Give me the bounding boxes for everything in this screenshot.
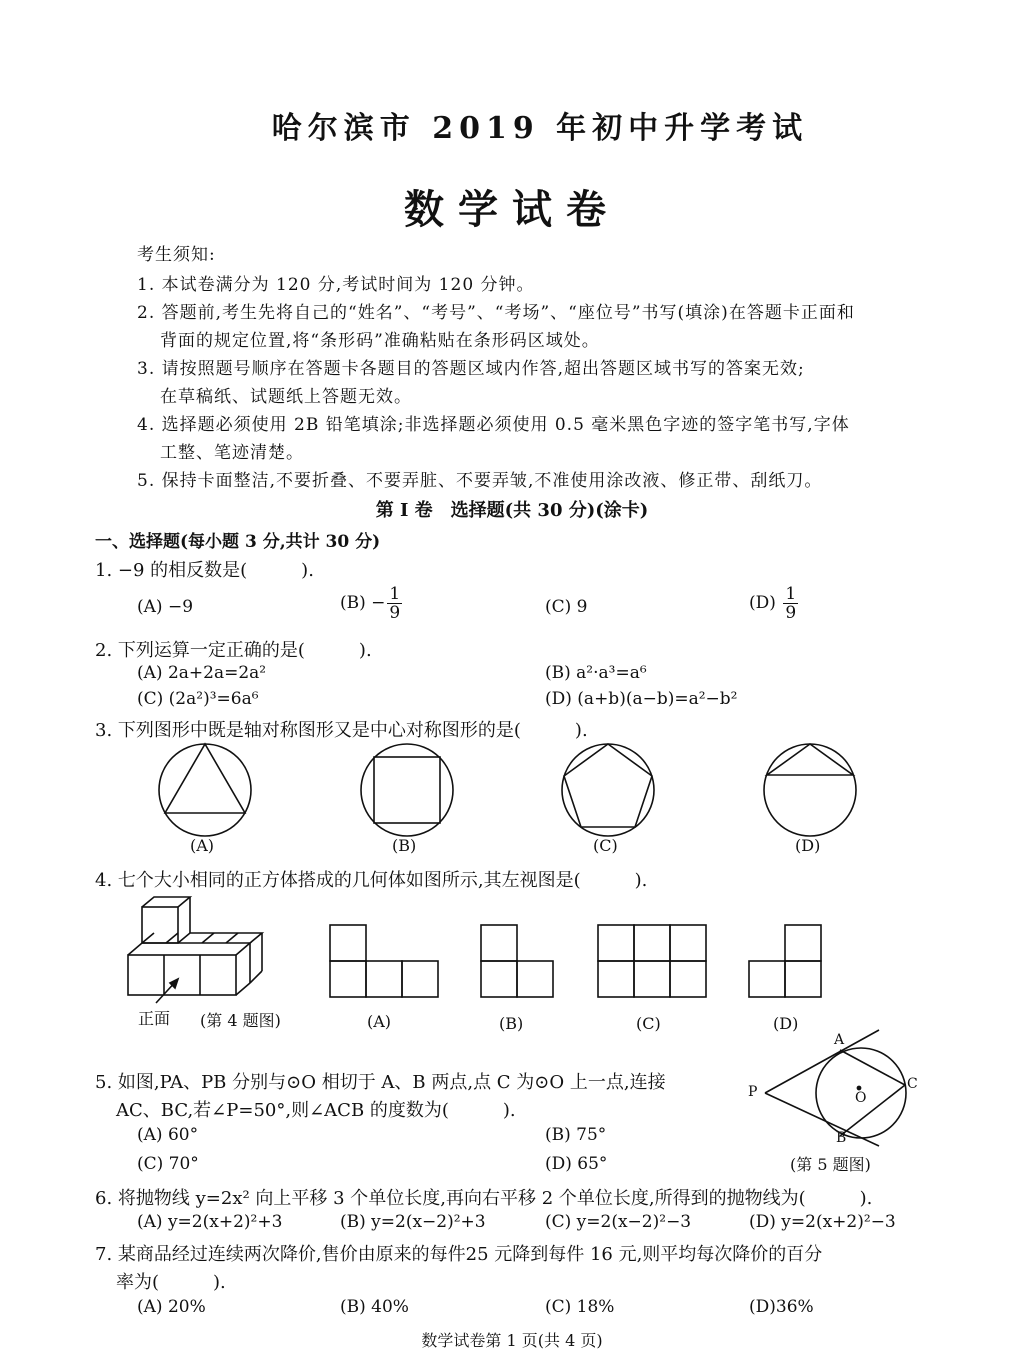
q3-label-a: (A) xyxy=(190,836,215,855)
q2-option-c: (C) (2a²)³=6a⁶ xyxy=(137,689,259,709)
q7-option-c: (C) 18% xyxy=(545,1297,615,1317)
q4-cube-figure xyxy=(120,895,280,1005)
q5-point-c: C xyxy=(907,1076,918,1092)
page-footer: 数学试卷第 1 页(共 4 页) xyxy=(421,1331,603,1350)
notice-item: 1. 本试卷满分为 120 分,考试时间为 120 分钟。 xyxy=(137,275,535,295)
notice-item: 4. 选择题必须使用 2B 铅笔填涂;非选择题必须使用 0.5 毫米黑色字迹的签字笔书写,字体 xyxy=(137,415,850,435)
q6-option-c: (C) y=2(x−2)²−3 xyxy=(545,1212,692,1232)
q3-label-d: (D) xyxy=(795,836,821,855)
notice-item: 工整、笔迹清楚。 xyxy=(160,443,304,463)
q4-label-d: (D) xyxy=(773,1014,799,1033)
q7-option-b: (B) 40% xyxy=(340,1297,409,1317)
q7-option-d: (D)36% xyxy=(749,1297,814,1317)
q4-figure-caption: (第 4 题图) xyxy=(200,1011,281,1030)
question-5-line1: 5. 如图,PA、PB 分别与⊙O 相切于 A、B 两点,点 C 为⊙O 上一点,连接 xyxy=(95,1072,666,1093)
notice-item: 背面的规定位置,将“条形码”准确粘贴在条形码区域处。 xyxy=(160,331,600,351)
question-1-stem: 1. −9 的相反数是( ). xyxy=(95,560,314,581)
q4-figure-c xyxy=(597,924,709,998)
q5-point-a: A xyxy=(834,1032,845,1048)
q5-tangent-figure xyxy=(745,1030,925,1150)
q4-label-a: (A) xyxy=(367,1012,392,1031)
q4-front-label: 正面 xyxy=(138,1009,171,1028)
q2-option-d: (D) (a+b)(a−b)=a²−b² xyxy=(545,689,738,709)
question-7-line1: 7. 某商品经过连续两次降价,售价由原来的每件25 元降到每件 16 元,则平均每次降价的百分 xyxy=(95,1244,823,1265)
notice-item: 2. 答题前,考生先将自己的“姓名”、“考号”、“考场”、“座位号”书写(填涂)在答题卡正面和 xyxy=(137,303,855,323)
q5-point-b: B xyxy=(836,1130,847,1146)
q3-figure-b-circle-square xyxy=(357,740,457,840)
question-3-stem: 3. 下列图形中既是轴对称图形又是中心对称图形的是( ). xyxy=(95,720,588,741)
q4-figure-b xyxy=(480,924,556,998)
q4-label-c: (C) xyxy=(636,1014,661,1033)
notice-heading: 考生须知: xyxy=(137,245,216,265)
exam-title: 哈尔滨市 2019 年初中升学考试 xyxy=(271,111,809,146)
q3-label-b: (B) xyxy=(392,836,417,855)
q3-figure-d-circle-triangle xyxy=(760,740,860,840)
q6-option-a: (A) y=2(x+2)²+3 xyxy=(137,1212,283,1232)
q5-option-b: (B) 75° xyxy=(545,1125,607,1145)
q1-option-d: (D) $\frac{1}{9}$ xyxy=(749,584,797,623)
q5-option-c: (C) 70° xyxy=(137,1154,199,1174)
notice-item: 3. 请按照题号顺序在答题卡各题目的答题区域内作答,超出答题区域书写的答案无效; xyxy=(137,359,805,379)
q5-point-p: P xyxy=(748,1084,758,1100)
q5-figure-caption: (第 5 题图) xyxy=(790,1155,871,1174)
q3-figure-a-circle-triangle xyxy=(155,740,255,840)
question-5-line2: AC、BC,若∠P=50°,则∠ACB 的度数为( ). xyxy=(116,1100,516,1121)
question-6-stem: 6. 将抛物线 y=2x² 向上平移 3 个单位长度,再向右平移 2 个单位长度,所得到的抛物线为( ). xyxy=(95,1188,873,1209)
question-2-stem: 2. 下列运算一定正确的是( ). xyxy=(95,640,372,661)
q5-option-a: (A) 60° xyxy=(137,1125,199,1145)
q6-option-d: (D) y=2(x+2)²−3 xyxy=(749,1212,896,1232)
q5-point-o: O xyxy=(855,1090,867,1106)
question-7-line2: 率为( ). xyxy=(116,1272,226,1293)
section-heading: 一、选择题(每小题 3 分,共计 30 分) xyxy=(95,532,381,552)
q5-option-d: (D) 65° xyxy=(545,1154,608,1174)
q1-option-a: (A) −9 xyxy=(137,597,194,617)
q7-option-a: (A) 20% xyxy=(137,1297,206,1317)
notice-item: 在草稿纸、试题纸上答题无效。 xyxy=(160,387,412,407)
q1-option-b: (B) − $\frac{1}{9}$ xyxy=(340,584,401,623)
notice-item: 5. 保持卡面整洁,不要折叠、不要弄脏、不要弄皱,不准使用涂改液、修正带、刮纸刀。 xyxy=(137,471,823,491)
q4-figure-d xyxy=(748,924,824,998)
q1-option-c: (C) 9 xyxy=(545,597,588,617)
q3-figure-c-circle-pentagon xyxy=(558,740,658,840)
question-4-stem: 4. 七个大小相同的正方体搭成的几何体如图所示,其左视图是( ). xyxy=(95,870,648,891)
part-heading: 第 I 卷 选择题(共 30 分)(涂卡) xyxy=(375,500,649,521)
q2-option-b: (B) a²·a³=a⁶ xyxy=(545,663,647,683)
subject-title: 数学试卷 xyxy=(404,186,620,233)
q3-label-c: (C) xyxy=(593,836,618,855)
q4-figure-a xyxy=(329,924,441,998)
q2-option-a: (A) 2a+2a=2a² xyxy=(137,663,267,683)
q4-label-b: (B) xyxy=(499,1014,524,1033)
q6-option-b: (B) y=2(x−2)²+3 xyxy=(340,1212,486,1232)
